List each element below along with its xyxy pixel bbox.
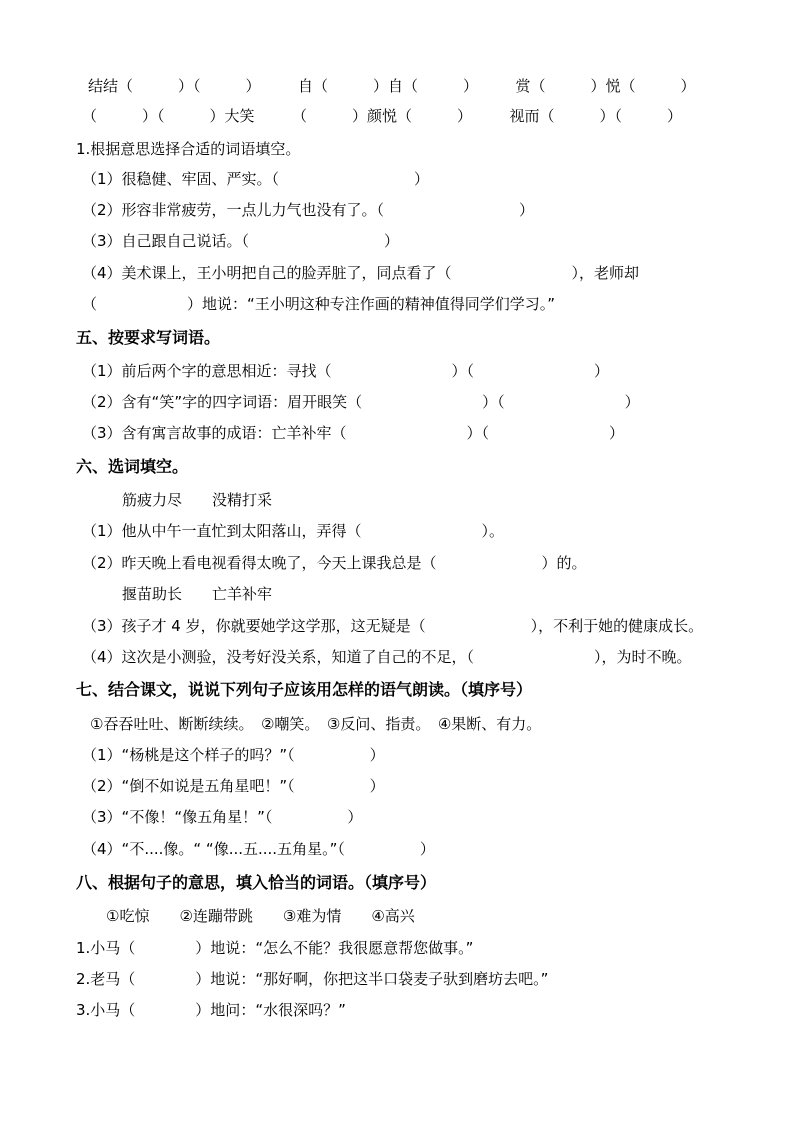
word-fill-row-1: 结结（ ）（ ） 自（ ）自（ ） 赏（ ）悦（ ） <box>88 77 696 95</box>
section-7-title: 七、结合课文，说说下列句子应该用怎样的语气朗读。（填序号） <box>76 680 533 699</box>
section-8-question-2: 2.老马（ ）地说：“那好啊，你把这半口袋麦子驮到磨坊去吧。” <box>76 970 549 988</box>
word-fill-row-2: （ ）（ ）大笑 （ ）颜悦（ ） 视而（ ）（ ） <box>82 107 683 125</box>
section-5-question-3: （3）含有寓言故事的成语：亡羊补牢（ ）（ ） <box>82 424 625 442</box>
section-7-question-3: （3）“不像！“像五角星！”（ ） <box>82 808 363 826</box>
section-7-question-2: （2）“倒不如说是五角星吧！”（ ） <box>82 777 385 795</box>
section-6-title: 六、选词填空。 <box>76 457 189 476</box>
section-5-question-1: （1）前后两个字的意思相近：寻找（ ）（ ） <box>82 362 610 380</box>
section-6-word-choices-1: 筋疲力尽 没精打采 <box>122 491 273 509</box>
section-6-question-1: （1）他从中午一直忙到太阳落山，弄得（ ）。 <box>82 522 505 540</box>
section-1-question-4-line-1: （4）美术课上，王小明把自己的脸弄脏了，同点看了（ ），老师却 <box>82 264 640 282</box>
section-8-title: 八、根据句子的意思，填入恰当的词语。（填序号） <box>76 873 437 892</box>
section-6-question-2: （2）昨天晚上看电视看得太晚了，今天上课我总是（ ）的。 <box>82 554 587 572</box>
section-6-question-3: （3）孩子才 4 岁，你就要她学这学那，这无疑是（ ），不利于她的健康成长。 <box>82 617 704 635</box>
section-1-title: 1.根据意思选择合适的词语填空。 <box>76 140 301 158</box>
section-7-options: ①吞吞吐吐、断断续续。 ②嘲笑。 ③反问、指责。 ④果断、有力。 <box>90 715 542 733</box>
section-1-question-2: （2）形容非常疲劳，一点儿力气也没有了。（ ） <box>82 201 535 219</box>
section-1-question-3: （3）自己跟自己说话。（ ） <box>82 232 400 250</box>
section-1-question-4-line-2: （ ）地说：“王小明这种专注作画的精神值得同学们学习。” <box>82 295 556 313</box>
section-7-question-4: （4）“不....像。“ “像...五....五角星。”（ ） <box>82 840 435 858</box>
section-8-question-1: 1.小马（ ）地说：“怎么不能？我很愿意帮您做事。” <box>76 939 474 957</box>
section-8-question-3: 3.小马（ ）地问：“水很深吗？” <box>76 1001 346 1019</box>
section-1-question-1: （1）很稳健、牢固、严实。（ ） <box>82 170 430 188</box>
section-8-options: ①吃惊 ②连蹦带跳 ③难为情 ④高兴 <box>106 907 415 925</box>
section-5-question-2: （2）含有“笑”字的四字词语：眉开眼笑（ ）（ ） <box>82 393 640 411</box>
section-5-title: 五、按要求写词语。 <box>76 328 221 347</box>
section-7-question-1: （1）“杨桃是这个样子的吗？”（ ） <box>82 746 385 764</box>
section-6-word-choices-2: 揠苗助长 亡羊补牢 <box>122 585 273 603</box>
section-6-question-4: （4）这次是小测验，没考好没关系，知道了自己的不足，（ ），为时不晚。 <box>82 648 692 666</box>
